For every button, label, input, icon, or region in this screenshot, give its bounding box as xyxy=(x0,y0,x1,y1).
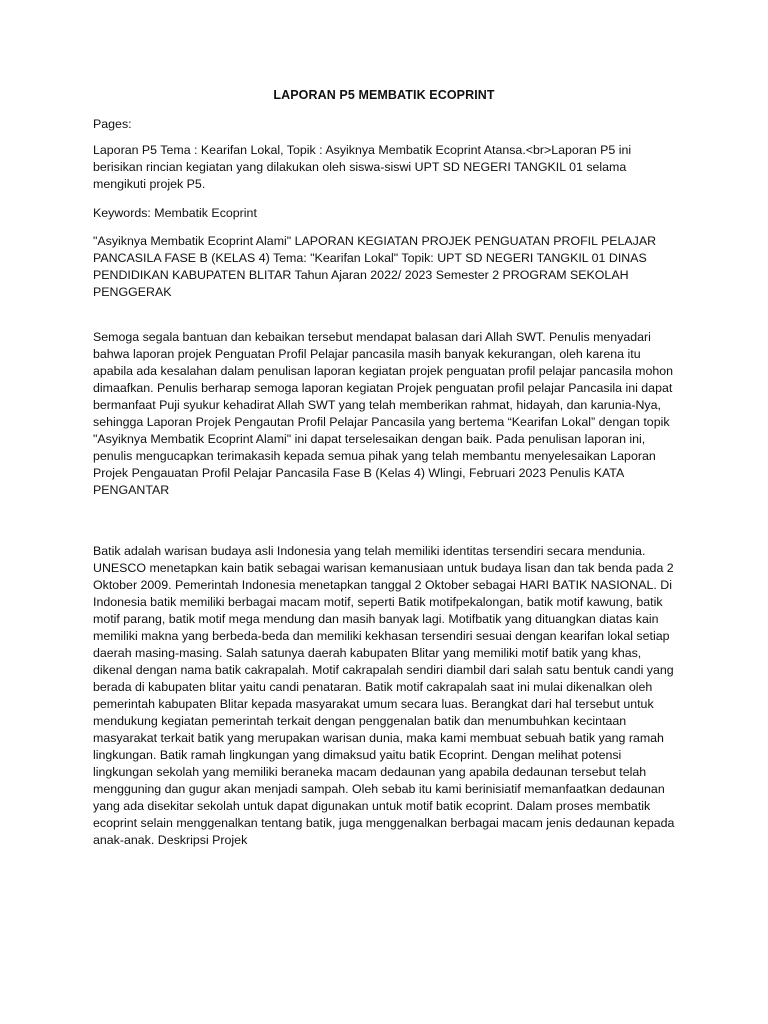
body-paragraph-1: Semoga segala bantuan dan kebaikan tersebut mendapat balasan dari Allah SWT. Penulis menyadari bahwa laporan projek Penguatan Profil Pelajar pancasila masih banyak kekurangan, oleh karena itu apabila ada kesalahan dalam penulisan laporan kegiatan projek penguatan profil pelajar pancasila mohon dimaafkan. Penulis berharap semoga laporan kegiatan Projek penguatan profil pelajar Pancasila ini dapat bermanfaat Puji syukur kehadirat Allah SWT yang telah memberikan rahmat, hidayah, dan karunia-Nya, sehingga Laporan Projek Pengautan Profil Pelajar Pancasila yang bertema “Kearifan Lokal” dengan topik "Asyiknya Membatik Ecoprint Alami" ini dapat terselesaikan dengan baik. Pada penulisan laporan ini, penulis mengucapkan terimakasih kepada semua pihak yang telah membantu menyelesaikan Laporan Projek Pengauatan Profil Pelajar Pancasila Fase B (Kelas 4) Wlingi, Februari 2023 Penulis KATA PENGANTAR xyxy=(93,330,674,497)
intro-paragraph: "Asyiknya Membatik Ecoprint Alami" LAPORAN KEGIATAN PROJEK PENGUATAN PROFIL PELAJAR PANCASILA FASE B (KELAS 4) Tema: "Kearifan Lokal" Topik: UPT SD NEGERI TANGKIL 01 DINAS PENDIDIKAN KABUPATEN BLITAR Tahun Ajaran 2022/ 2023 Semester 2 PROGRAM SEKOLAH PENGGERAK xyxy=(93,234,657,299)
body-paragraph-2: Batik adalah warisan budaya asli Indonesia yang telah memiliki identitas tersendiri secara mendunia. UNESCO menetapkan kain batik sebagai warisan kemanusiaan untuk budaya lisan dan tak benda pada 2 Oktober 2009. Pemerintah Indonesia menetapkan tanggal 2 Oktober sebagai HARI BATIK NASIONAL. Di Indonesia batik memiliki berbagai macam motif, seperti Batik motifpekalongan, batik motif kawung, batik motif parang, batik motif mega mendung dan masih banyak lagi. Motifbatik yang dituangkan diatas kain memiliki makna yang berbeda-beda dan memiliki kekhasan tersendiri sesuai dengan kearifan lokal setiap daerah masing-masing. Salah satunya daerah kabupaten Blitar yang memiliki motif batik yang khas, dikenal dengan nama batik cakrapalah. Motif cakrapalah sendiri diambil dari salah satu bentuk candi yang berada di kabupaten blitar yaitu candi penataran. Batik motif cakrapalah saat ini mulai dikenalkan oleh pemerintah kabupaten Blitar kepada masyarakat umum secara luas. Berangkat dari hal tersebut untuk mendukung kegiatan pemerintah terkait dengan penggenalan batik dan menumbuhkan kecintaan masyarakat terkait batik yang merupakan warisan dunia, maka kami membuat sebuah batik yang ramah lingkungan. Batik ramah lingkungan yang dimaksud yaitu batik Ecoprint. Dengan melihat potensi lingkungan sekolah yang memiliki beraneka macam dedaunan yang apabila dedaunan tersebut telah mengguning dan gugur akan menjadi sampah. Oleh sebab itu kami berinisiatif memanfaatkan dedaunan yang ada disekitar sekolah untuk dapat digunakan untuk motif batik ecoprint. Dalam proses membatik ecoprint selain menggenalkan tentang batik, juga menggenalkan berbagai macam jenis dedaunan kepada anak-anak. Deskripsi Projek xyxy=(93,544,675,847)
pages-label: Pages: xyxy=(93,117,132,131)
document-title: LAPORAN P5 MEMBATIK ECOPRINT xyxy=(273,88,495,102)
summary-paragraph: Laporan P5 Tema : Kearifan Lokal, Topik : Asyiknya Membatik Ecoprint Atansa.<br>Laporan P5 ini berisikan rincian kegiatan yang dilakukan oleh siswa-siswi UPT SD NEGERI TANGKIL 01 selama mengikuti projek P5. xyxy=(93,143,632,191)
keywords-line: Keywords: Membatik Ecoprint xyxy=(93,206,257,220)
